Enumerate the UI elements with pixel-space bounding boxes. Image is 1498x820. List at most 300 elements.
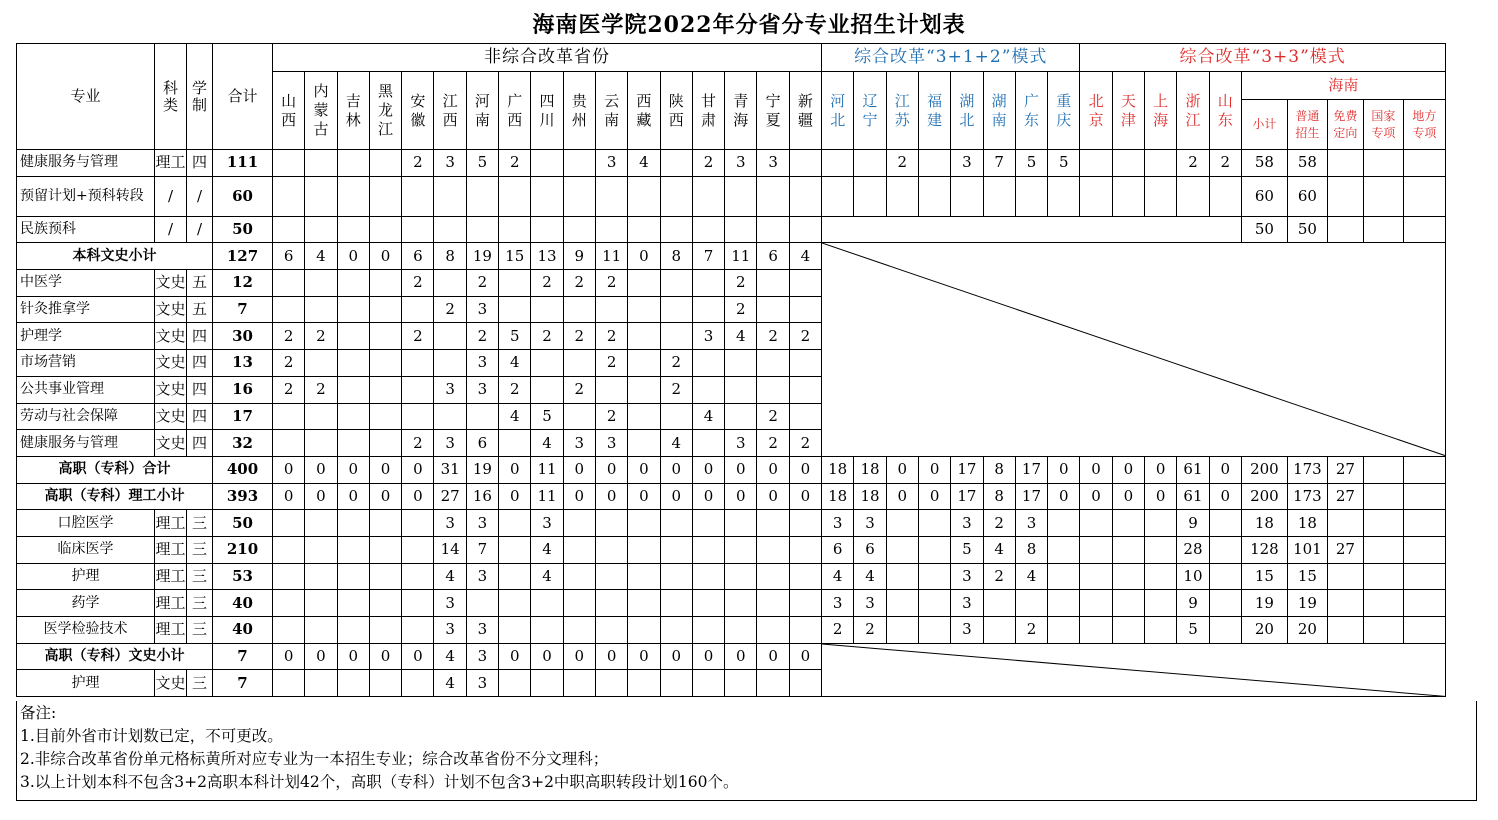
value-cell [628, 403, 660, 430]
header-province: 宁 夏 [757, 72, 789, 150]
value-cell: 2 [1015, 617, 1047, 644]
value-cell [1048, 536, 1080, 563]
value-cell: 3 [466, 643, 498, 670]
value-cell [531, 617, 563, 644]
value-cell: 3 [434, 430, 466, 457]
value-cell: 0 [628, 643, 660, 670]
header-non-reform-group: 非综合改革省份 [273, 44, 822, 72]
value-cell [822, 150, 854, 177]
value-cell [369, 323, 401, 350]
value-cell: 2 [595, 350, 627, 377]
header-province: 江 西 [434, 72, 466, 150]
value-cell: 0 [628, 483, 660, 510]
value-cell: 4 [499, 350, 531, 377]
value-cell [628, 270, 660, 297]
value-cell: 3 [466, 670, 498, 697]
note-item: 1.目前外省市计划数已定，不可更改。 [20, 727, 283, 745]
value-cell [402, 176, 434, 216]
value-cell [789, 150, 821, 177]
value-cell [692, 296, 724, 323]
row-category: 文史 [155, 403, 187, 430]
value-cell [1363, 590, 1403, 617]
value-cell [1327, 563, 1363, 590]
value-cell: 3 [531, 510, 563, 537]
value-cell [660, 323, 692, 350]
value-cell: 4 [1015, 563, 1047, 590]
row-total: 7 [213, 296, 273, 323]
header-province: 山 西 [273, 72, 305, 150]
value-cell: 8 [660, 243, 692, 270]
value-cell [1080, 536, 1112, 563]
row-name: 劳动与社会保障 [17, 403, 155, 430]
value-cell: 8 [983, 456, 1015, 483]
value-cell: 2 [725, 296, 757, 323]
note-item: 3.以上计划本科不包含3+2高职本科计划42个，高职（专科）计划不包含3+2中职高职转段计划160个。 [20, 773, 739, 791]
value-cell: 27 [1327, 536, 1363, 563]
value-cell [918, 176, 950, 216]
value-cell [337, 296, 369, 323]
value-cell: 3 [466, 617, 498, 644]
value-cell: 2 [789, 430, 821, 457]
value-cell [402, 563, 434, 590]
value-cell: 2 [434, 296, 466, 323]
table-row [17, 536, 1446, 563]
value-cell [273, 510, 305, 537]
header-province: 湖 北 [951, 72, 983, 150]
value-cell [531, 150, 563, 177]
row-duration: 四 [187, 403, 213, 430]
row-duration: 四 [187, 376, 213, 403]
value-cell: 20 [1287, 617, 1327, 644]
header-province: 广 东 [1015, 72, 1047, 150]
value-cell [1145, 176, 1177, 216]
value-cell [725, 617, 757, 644]
value-cell [757, 216, 789, 243]
value-cell: 4 [822, 563, 854, 590]
row-category: 文史 [155, 376, 187, 403]
value-cell [369, 430, 401, 457]
value-cell [725, 510, 757, 537]
value-cell [337, 536, 369, 563]
value-cell [918, 536, 950, 563]
value-cell [563, 350, 595, 377]
value-cell [628, 216, 660, 243]
row-total: 40 [213, 590, 273, 617]
value-cell: 3 [434, 617, 466, 644]
value-cell: 19 [1287, 590, 1327, 617]
value-cell: 60 [1241, 176, 1287, 216]
value-cell [757, 510, 789, 537]
value-cell: 15 [1241, 563, 1287, 590]
value-cell [1209, 510, 1241, 537]
value-cell: 0 [918, 456, 950, 483]
value-cell: 9 [1177, 590, 1209, 617]
row-category: 文史 [155, 350, 187, 377]
row-name: 护理 [17, 670, 155, 697]
value-cell [660, 563, 692, 590]
value-cell [1112, 590, 1144, 617]
value-cell [692, 350, 724, 377]
header-province: 黑 龙 江 [369, 72, 401, 150]
value-cell: 101 [1287, 536, 1327, 563]
value-cell: 11 [531, 483, 563, 510]
value-cell [789, 617, 821, 644]
header-province: 陕 西 [660, 72, 692, 150]
header-hainan-col: 普通 招生 [1287, 100, 1327, 150]
value-cell [692, 590, 724, 617]
value-cell: 0 [1080, 483, 1112, 510]
value-cell: 0 [725, 643, 757, 670]
value-cell: 2 [402, 323, 434, 350]
value-cell: 7 [692, 243, 724, 270]
value-cell [499, 510, 531, 537]
value-cell: 10 [1177, 563, 1209, 590]
row-name: 高职（专科）理工小计 [17, 483, 213, 510]
value-cell: 0 [628, 456, 660, 483]
value-cell: 3 [692, 323, 724, 350]
row-total: 210 [213, 536, 273, 563]
value-cell [499, 563, 531, 590]
value-cell [660, 590, 692, 617]
value-cell [273, 590, 305, 617]
row-total: 111 [213, 150, 273, 177]
header-hainan-col: 免费 定向 [1327, 100, 1363, 150]
value-cell: 4 [854, 563, 886, 590]
value-cell [1363, 510, 1403, 537]
value-cell [563, 590, 595, 617]
value-cell: 2 [273, 376, 305, 403]
value-cell [1048, 563, 1080, 590]
value-cell [1363, 150, 1403, 177]
value-cell: 2 [789, 323, 821, 350]
value-cell: 18 [854, 456, 886, 483]
value-cell [1403, 150, 1445, 177]
value-cell [918, 510, 950, 537]
value-cell [1145, 617, 1177, 644]
value-cell: 19 [466, 243, 498, 270]
value-cell [725, 176, 757, 216]
value-cell [757, 176, 789, 216]
value-cell: 27 [1327, 456, 1363, 483]
value-cell: 4 [434, 643, 466, 670]
value-cell [369, 150, 401, 177]
value-cell [692, 216, 724, 243]
value-cell [789, 176, 821, 216]
value-cell [305, 403, 337, 430]
header-province: 西 藏 [628, 72, 660, 150]
value-cell [918, 563, 950, 590]
value-cell [337, 176, 369, 216]
value-cell: 2 [595, 403, 627, 430]
value-cell [725, 563, 757, 590]
value-cell: 4 [725, 323, 757, 350]
table-row [17, 590, 1446, 617]
header-hainan-col: 小计 [1241, 100, 1287, 150]
value-cell [369, 670, 401, 697]
value-cell [595, 590, 627, 617]
value-cell: 19 [466, 456, 498, 483]
value-cell [983, 617, 1015, 644]
value-cell: 2 [563, 376, 595, 403]
value-cell: 15 [1287, 563, 1327, 590]
value-cell [595, 376, 627, 403]
row-total: 17 [213, 403, 273, 430]
value-cell: 4 [531, 536, 563, 563]
value-cell: 200 [1241, 483, 1287, 510]
value-cell: 8 [983, 483, 1015, 510]
value-cell [692, 430, 724, 457]
value-cell [886, 590, 918, 617]
value-cell: 4 [434, 563, 466, 590]
value-cell: 0 [402, 483, 434, 510]
value-cell [1080, 617, 1112, 644]
value-cell: 0 [1080, 456, 1112, 483]
value-cell [757, 376, 789, 403]
row-name: 健康服务与管理 [17, 430, 155, 457]
value-cell [337, 617, 369, 644]
row-category: 理工 [155, 510, 187, 537]
value-cell [1112, 510, 1144, 537]
value-cell: 0 [563, 456, 595, 483]
value-cell: 3 [725, 430, 757, 457]
value-cell: 0 [725, 483, 757, 510]
value-cell: 11 [595, 243, 627, 270]
value-cell [369, 216, 401, 243]
value-cell [725, 376, 757, 403]
value-cell: 3 [854, 590, 886, 617]
value-cell: 3 [466, 563, 498, 590]
value-cell: 2 [854, 617, 886, 644]
value-cell [886, 617, 918, 644]
value-cell [628, 563, 660, 590]
value-cell [1327, 510, 1363, 537]
header-province: 重 庆 [1048, 72, 1080, 150]
row-total: 7 [213, 643, 273, 670]
row-category: 文史 [155, 270, 187, 297]
value-cell: 50 [1241, 216, 1287, 243]
value-cell [337, 376, 369, 403]
value-cell [628, 536, 660, 563]
row-name: 高职（专科）文史小计 [17, 643, 213, 670]
value-cell [273, 563, 305, 590]
value-cell [628, 350, 660, 377]
value-cell [531, 670, 563, 697]
value-cell [402, 376, 434, 403]
value-cell [789, 670, 821, 697]
value-cell [757, 536, 789, 563]
value-cell: 13 [531, 243, 563, 270]
value-cell [305, 430, 337, 457]
value-cell: 173 [1287, 456, 1327, 483]
value-cell [531, 376, 563, 403]
value-cell: 2 [531, 323, 563, 350]
header-province: 辽 宁 [854, 72, 886, 150]
value-cell: 3 [466, 510, 498, 537]
value-cell [789, 270, 821, 297]
row-duration: 四 [187, 350, 213, 377]
value-cell: 28 [1177, 536, 1209, 563]
value-cell [1327, 617, 1363, 644]
row-duration: 五 [187, 270, 213, 297]
row-duration: 三 [187, 536, 213, 563]
header-province: 福 建 [918, 72, 950, 150]
row-name: 中医学 [17, 270, 155, 297]
value-cell [499, 670, 531, 697]
value-cell [1327, 216, 1363, 243]
row-category: 文史 [155, 430, 187, 457]
value-cell: 2 [757, 323, 789, 350]
value-cell: 200 [1241, 456, 1287, 483]
table-row [17, 617, 1446, 644]
row-name: 临床医学 [17, 536, 155, 563]
value-cell: 3 [434, 510, 466, 537]
diagonal-blank-cell [822, 243, 1446, 457]
value-cell [918, 617, 950, 644]
value-cell [402, 403, 434, 430]
value-cell: 50 [1287, 216, 1327, 243]
value-cell [402, 510, 434, 537]
value-cell: 6 [757, 243, 789, 270]
row-duration: 四 [187, 430, 213, 457]
value-cell [1209, 590, 1241, 617]
value-cell [595, 670, 627, 697]
value-cell [434, 350, 466, 377]
row-name: 针灸推拿学 [17, 296, 155, 323]
value-cell: 2 [563, 270, 595, 297]
value-cell: 3 [434, 590, 466, 617]
value-cell [499, 430, 531, 457]
value-cell [499, 270, 531, 297]
value-cell: 2 [1177, 150, 1209, 177]
value-cell: 16 [466, 483, 498, 510]
value-cell: 3 [466, 296, 498, 323]
value-cell [1327, 590, 1363, 617]
value-cell: 0 [886, 483, 918, 510]
row-duration: 四 [187, 150, 213, 177]
value-cell: 2 [273, 350, 305, 377]
row-total: 40 [213, 617, 273, 644]
value-cell: 8 [434, 243, 466, 270]
row-name: 医学检验技术 [17, 617, 155, 644]
value-cell [563, 670, 595, 697]
value-cell: 2 [1209, 150, 1241, 177]
value-cell [499, 536, 531, 563]
value-cell [305, 670, 337, 697]
value-cell: 0 [369, 456, 401, 483]
value-cell: 2 [499, 150, 531, 177]
header-province: 天 津 [1112, 72, 1144, 150]
value-cell [692, 376, 724, 403]
value-cell: 0 [757, 483, 789, 510]
value-cell: 3 [466, 376, 498, 403]
value-cell [1145, 563, 1177, 590]
value-cell: 5 [1015, 150, 1047, 177]
value-cell [1080, 590, 1112, 617]
row-duration: 五 [187, 296, 213, 323]
row-name: 口腔医学 [17, 510, 155, 537]
row-total: 13 [213, 350, 273, 377]
value-cell: 0 [660, 643, 692, 670]
value-cell [692, 510, 724, 537]
value-cell [1177, 176, 1209, 216]
value-cell [660, 296, 692, 323]
value-cell [466, 176, 498, 216]
value-cell: 0 [369, 243, 401, 270]
value-cell: 3 [466, 350, 498, 377]
value-cell [305, 176, 337, 216]
value-cell [273, 216, 305, 243]
row-name: 公共事业管理 [17, 376, 155, 403]
value-cell [369, 350, 401, 377]
row-category: 理工 [155, 563, 187, 590]
value-cell: 0 [918, 483, 950, 510]
value-cell [305, 510, 337, 537]
value-cell [434, 176, 466, 216]
value-cell [337, 216, 369, 243]
value-cell [1080, 176, 1112, 216]
header-province: 上 海 [1145, 72, 1177, 150]
value-cell [628, 376, 660, 403]
value-cell: 18 [822, 483, 854, 510]
value-cell [595, 536, 627, 563]
value-cell [273, 296, 305, 323]
row-duration: 三 [187, 617, 213, 644]
value-cell: 7 [466, 536, 498, 563]
value-cell [499, 617, 531, 644]
value-cell [337, 563, 369, 590]
table-row [17, 176, 1446, 216]
value-cell [1080, 510, 1112, 537]
value-cell: 0 [1112, 483, 1144, 510]
notes [16, 701, 1477, 801]
value-cell [402, 216, 434, 243]
value-cell [466, 403, 498, 430]
notes-label: 备注: [20, 704, 57, 722]
value-cell [595, 176, 627, 216]
value-cell [725, 350, 757, 377]
row-duration: / [187, 176, 213, 216]
value-cell [1403, 176, 1445, 216]
value-cell [305, 216, 337, 243]
value-cell: 31 [434, 456, 466, 483]
value-cell [660, 510, 692, 537]
value-cell: 0 [305, 456, 337, 483]
value-cell: 3 [951, 563, 983, 590]
header-total: 合计 [213, 44, 273, 150]
value-cell: 3 [757, 150, 789, 177]
value-cell [725, 403, 757, 430]
value-cell [563, 403, 595, 430]
value-cell: 4 [789, 243, 821, 270]
table-row [17, 216, 1446, 243]
value-cell: 173 [1287, 483, 1327, 510]
value-cell [789, 350, 821, 377]
value-cell: 4 [434, 670, 466, 697]
value-cell [499, 176, 531, 216]
row-category: 文史 [155, 296, 187, 323]
value-cell [757, 590, 789, 617]
value-cell [789, 296, 821, 323]
value-cell [692, 270, 724, 297]
value-cell [402, 590, 434, 617]
value-cell [337, 403, 369, 430]
value-cell [369, 176, 401, 216]
value-cell: 60 [1287, 176, 1327, 216]
value-cell: 0 [886, 456, 918, 483]
value-cell: 0 [757, 643, 789, 670]
diagonal-blank-cell [822, 643, 1446, 696]
value-cell: 0 [1145, 483, 1177, 510]
